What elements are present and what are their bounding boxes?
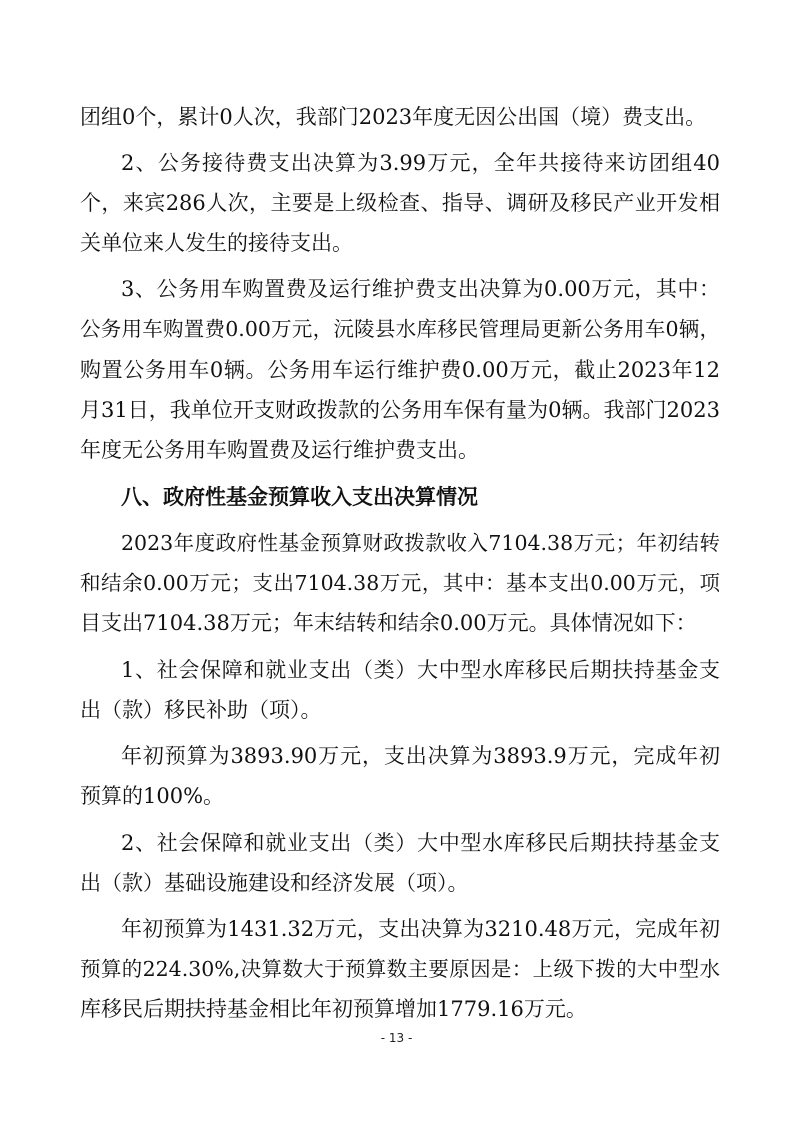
text-line-6: 公务用车购置费0.00万元，沅陵县水库移民管理局更新公务用车0辆， xyxy=(80,317,720,341)
text-line-5: 3、公务用车购置费及运行维护费支出决算为0.00万元，其中： xyxy=(121,277,720,301)
text-line-4: 关单位来人发生的接待支出。 xyxy=(80,231,353,255)
text-line-14: 1、社会保障和就业支出（类）大中型水库移民后期扶持基金支 xyxy=(121,658,720,682)
text-line-13: 目支出7104.38万元；年末结转和结余0.00万元。具体情况如下： xyxy=(80,611,697,635)
text-line-15: 出（款）移民补助（项）。 xyxy=(80,698,322,722)
page-number: - 13 - xyxy=(380,1031,413,1045)
section-heading: 八、政府性基金预算收入支出决算情况 xyxy=(121,485,478,509)
text-line-19: 出（款）基础设施建设和经济发展（项）。 xyxy=(80,871,469,895)
text-line-9: 年度无公务用车购置费及运行维护费支出。 xyxy=(80,438,479,462)
text-line-1: 团组0个，累计0人次，我部门2023年度无因公出国（境）费支出。 xyxy=(80,105,707,129)
text-line-8: 月31日，我单位开支财政拨款的公务用车保有量为0辆。我部门2023 xyxy=(80,398,720,422)
text-line-2: 2、公务接待费支出决算为3.99万元，全年共接待来访团组40 xyxy=(121,151,720,175)
text-line-22: 库移民后期扶持基金相比年初预算增加1779.16万元。 xyxy=(80,997,587,1021)
text-line-12: 和结余0.00万元；支出7104.38万元，其中：基本支出0.00万元，项 xyxy=(80,571,720,595)
text-line-7: 购置公务用车0辆。公务用车运行维护费0.00万元，截止2023年12 xyxy=(80,358,720,382)
text-line-3: 个，来宾286人次，主要是上级检查、指导、调研及移民产业开发相 xyxy=(80,191,720,215)
text-line-11: 2023年度政府性基金预算财政拨款收入7104.38万元；年初结转 xyxy=(121,531,720,555)
text-line-18: 2、社会保障和就业支出（类）大中型水库移民后期扶持基金支 xyxy=(121,831,720,855)
text-line-21: 预算的224.30%,决算数大于预算数主要原因是：上级下拨的大中型水 xyxy=(80,957,720,981)
text-line-16: 年初预算为3893.90万元，支出决算为3893.9万元，完成年初 xyxy=(121,744,720,768)
text-line-17: 预算的100%。 xyxy=(80,784,225,808)
text-line-20: 年初预算为1431.32万元，支出决算为3210.48万元，完成年初 xyxy=(121,917,720,941)
